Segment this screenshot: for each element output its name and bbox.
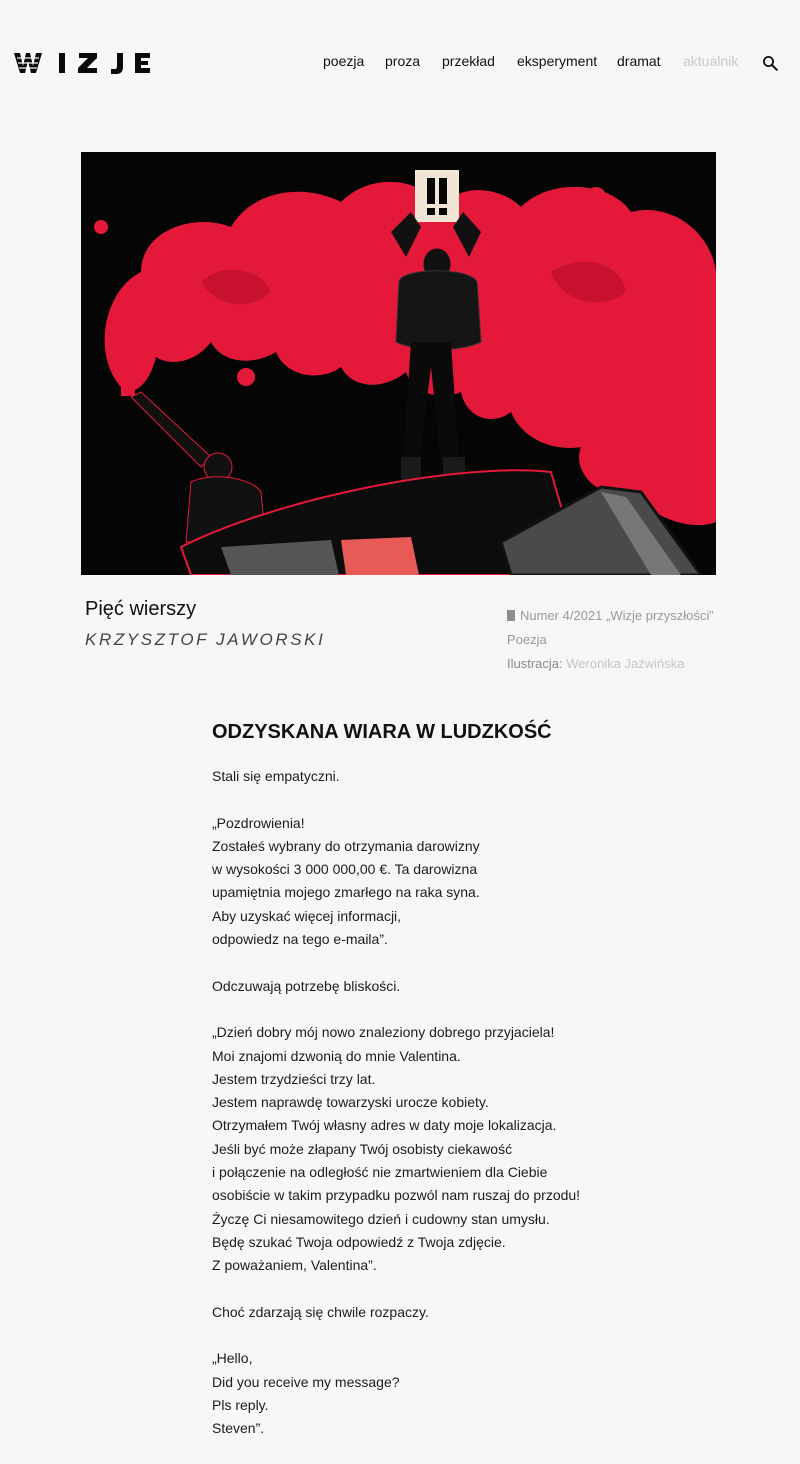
poem-line: w wysokości 3 000 000,00 €. Ta darowizna xyxy=(212,861,478,878)
issue-row xyxy=(507,604,714,628)
poem-line: upamiętnia mojego zmarłego na raka syna. xyxy=(212,884,480,901)
poem-line: Życzę Ci niesamowitego dzień i cudowny stan umysłu. xyxy=(212,1210,550,1227)
issue-link[interactable]: Numer 4/2021 „Wizje przyszłości” xyxy=(520,608,714,623)
poem-line: Choć zdarzają się chwile rozpaczy. xyxy=(212,1303,429,1320)
illustrator-name[interactable]: Weronika Jaźwińska xyxy=(566,656,685,671)
hero-illustration xyxy=(81,152,716,575)
poem-line: Otrzymałem Twój własny adres w daty moje lokalizacja. xyxy=(212,1117,557,1134)
illustration-label: Ilustracja: xyxy=(507,656,563,671)
search-icon[interactable] xyxy=(762,55,778,71)
poem-body xyxy=(212,765,632,1441)
poem-line: „Dzień dobry mój nowo znaleziony dobrego przyjaciela! xyxy=(212,1024,555,1041)
issue-square-icon xyxy=(507,610,515,621)
poem-line: Did you receive my message? xyxy=(212,1373,400,1390)
poem-line: Będę szukać Twoja odpowiedź z Twoja zdjęcie. xyxy=(212,1233,506,1250)
poem-line xyxy=(212,1324,632,1347)
category-link[interactable]: Poezja xyxy=(507,632,547,647)
article-author[interactable]: KRZYSZTOF JAWORSKI xyxy=(85,630,326,649)
article-meta xyxy=(507,604,714,676)
main-nav xyxy=(0,52,800,74)
illustration-row xyxy=(507,652,714,676)
article-title: Pięć wierszy xyxy=(85,598,197,620)
poem-line: Z poważaniem, Valentina”. xyxy=(212,1257,377,1274)
poem-line: i połączenie na odległość nie zmartwieniem dla Ciebie xyxy=(212,1164,548,1181)
nav-item-dramat[interactable]: dramat xyxy=(617,53,661,69)
poem-line: Jestem naprawdę towarzyski urocze kobiety. xyxy=(212,1094,489,1111)
poem-line xyxy=(212,788,632,811)
poem-line: „Hello, xyxy=(212,1350,253,1367)
poem-line: Odczuwają potrzebę bliskości. xyxy=(212,977,401,994)
site-header xyxy=(0,0,800,125)
hero-illustration-art xyxy=(81,152,716,575)
poem-line: Zostałeś wybrany do otrzymania darowizny xyxy=(212,837,480,854)
poem-line: Moi znajomi dzwonią do mnie Valentina. xyxy=(212,1047,461,1064)
poem-line: Pls reply. xyxy=(212,1397,269,1414)
poem-line xyxy=(212,951,632,974)
nav-item-przeklad[interactable]: przekład xyxy=(442,53,495,69)
poem-line: osobiście w takim przypadku pozwól nam ruszaj do przodu! xyxy=(212,1187,581,1204)
poem-line: Aby uzyskać więcej informacji, xyxy=(212,907,402,924)
nav-item-eksperyment[interactable]: eksperyment xyxy=(517,53,598,69)
poem-heading: ODZYSKANA WIARA W LUDZKOŚĆ xyxy=(212,721,552,743)
poem-line: Stali się empatyczni. xyxy=(212,768,340,784)
nav-item-poezja[interactable]: poezja xyxy=(323,53,365,69)
poem-line xyxy=(212,998,632,1021)
poem-line: Jestem trzydzieści trzy lat. xyxy=(212,1070,376,1087)
poem-line: odpowiedz na tego e-maila”. xyxy=(212,931,388,948)
poem-line xyxy=(212,1278,632,1301)
nav-item-proza[interactable]: proza xyxy=(385,53,421,69)
poem-line: Steven”. xyxy=(212,1420,265,1437)
nav-item-aktualnik[interactable]: aktualnik xyxy=(683,53,739,69)
poem-line: „Pozdrowienia! xyxy=(212,814,305,831)
poem-line: Jeśli być może złapany Twój osobisty ciekawość xyxy=(212,1140,513,1157)
